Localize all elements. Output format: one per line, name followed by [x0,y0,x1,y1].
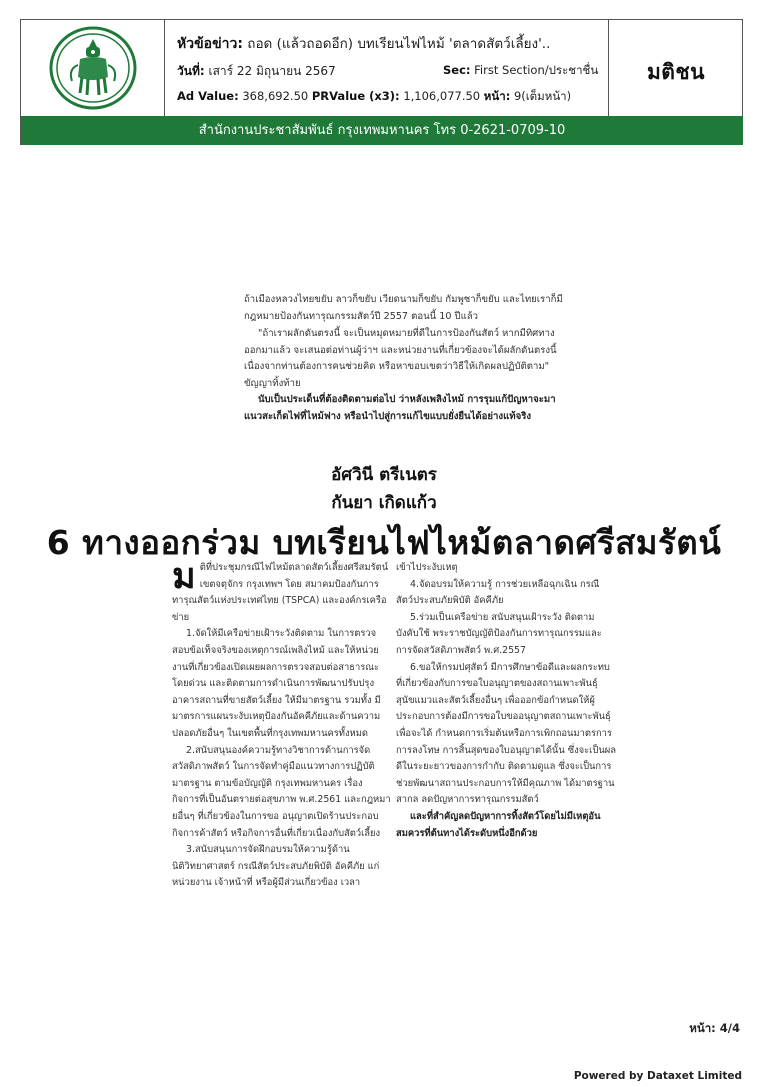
section-value: First Section/ประชาชื่น [474,63,599,77]
section-label: Sec: [443,63,471,77]
section-row [443,62,598,80]
page-label: หน้า: [483,89,511,103]
pr-value-label: PRValue (x3): [311,89,400,103]
article-title: 6 ทางออกร่วม บทเรียนไฟไหม้ตลาดศรีสมรัตน์ [46,523,722,562]
point-3: 3.สนับสนุนการจัดฝึกอบรมให้ความรู้ด้านนิติวิทยาศาสตร์ กรณีสัตว์ประสบภัยพิบัติ อัคคีภัย แก่หน่วยงาน เจ้าหน้าที่ หรือผู้มีส่วนเกี่ยวข้อง เวลา [172,844,380,889]
date-value: เสาร์ 22 มิถุนายน 2567 [208,64,336,78]
headline-row [177,32,550,55]
point-1: 1.จัดให้มีเครือข่ายเฝ้าระวังติดตาม ในการตรวจสอบข้อเท็จจริงของเหตุการณ์เพลิงไหม้ และให้หน่วยงานที่เกี่ยวข้องเปิดเผยผลการตรวจสอบต่อสาธารณะโดยด่วน และติดตามการดำเนินการพัฒนาปรับปรุงอาคารสถานที่ขายสัตว์เลี้ยง ให้มีมาตรฐาน รวมทั้ง มีมาตรการแผนระงับเหตุป้องกันอัคคีภัยและด้านความปลอดภัยอื่นๆ ในเขตพื้นที่กรุงเทพมหานครทั้งหมด [172,628,381,739]
ad-value-label: Ad Value: [177,89,239,103]
drop-cap: ม [172,556,196,597]
clipping-meta [165,20,609,116]
logo-box [21,20,165,116]
author-2: กันยา เกิดแก้ว [331,493,437,513]
point-5: 5.ร่วมเป็นเครือข่าย สนับสนุนเฝ้าระวัง ติดตามบังคับใช้ พระราชบัญญัติป้องกันการทารุณกรรมและการจัดสวัสดิภาพสัตว์ พ.ศ.2557 [396,611,602,656]
author-1: อัศวินี ตรีเนตร [331,465,437,485]
value-row [177,88,571,106]
point-2: 2.สนับสนุนองค์ความรู้ทางวิชาการด้านการจัดสวัสดิภาพสัตว์ ในการจัดทำคู่มือแนวทางการปฏิบัติมาตรฐาน ตามข้อบัญญัติ กรุงเทพมหานคร เรื่อง กิจการที่เป็นอันตรายต่อสุขภาพ พ.ศ.2561 และกฎหมายอื่นๆ ที่เกี่ยวข้องในการขอ อนุญาตเปิดร้านประกอบกิจการค้าสัตว์ หรือกิจการอื่นที่เกี่ยวเนื่องกับสัตว์เลี้ยง [172,744,391,839]
closing-paragraph: และที่สำคัญลดปัญหาการทิ้งสัตว์โดยไม่มีเหตุอันสมควรที่ต้นทางได้ระดับหนึ่งอีกด้วย [396,810,601,839]
office-contact-bar: สำนักงานประชาสัมพันธ์ กรุงเทพมหานคร โทร 0-2621-0709-10 [21,116,743,145]
date-row [177,62,336,81]
page-value: 9(เต็มหน้า) [513,89,572,103]
article-column-right [396,560,616,842]
date-label: วันที่: [177,64,205,78]
point-4: 4.จัดอบรมให้ความรู้ การช่วยเหลือฉุกเฉิน กรณีสัตว์ประสบภัยพิบัติ อัคคีภัย [396,578,600,607]
pr-value: 1,106,077.50 [403,89,481,103]
bangkok-seal-icon [48,25,138,111]
intro-paragraph-2: "ถ้าเราผลักดันตรงนี้ จะเป็นหมุดหมายที่ดีในการป้องกันสัตว์ หากมีทิศทางออกมาแล้ว จะเสนอต่อท่านผู้ว่าฯ และหน่วยงานที่เกี่ยวข้องจะได้ผลักดันตรงนี้ เนื่องจากท่านต้องการคนช่วยคิด หรือหาขอบเขตว่าวิธีให้เกิดผลปฏิบัติตาม" ขัญญาทิ้งท้าย [244,328,557,389]
point-6: 6.ขอให้กรมปศุสัตว์ มีการศึกษาข้อดีและผลกระทบที่เกี่ยวข้องกับการขอใบอนุญาตของสถานเพาะพันธุ์ สุนัขแมวและสัตว์เลี้ยงอื่นๆ เพื่อออกข้อกำหนดให้ผู้ประกอบการต้องมีการขอใบขออนุญาตสถานเพาะพันธุ์เพื่อจะได้ กำหนดการเริ่มต้นหรือการเพิกถอนมาตรการการลงโทษ การสิ้นสุดของใบอนุญาตได้นั้น ซึ่งจะเป็นผลดีในระยะยาวของการกำกับ ติดตามดูแล ซึ่งจะเป็นการช่วยพัฒนาสถานประกอบการให้มีคุณภาพ ได้มาตรฐานสากล ลดปัญหาการทารุณกรรมสัตว์ [396,661,616,806]
lead-paragraph [172,556,392,626]
publication-box [609,20,743,116]
article-column-left [172,556,392,892]
clipping-header [20,19,743,145]
lead-text: ติที่ประชุมกรณีไฟไหม้ตลาดสัตว์เลี้ยงศรีสมรัตน์ เขตจตุจักร กรุงเทพฯ โดย สมาคมป้องกันการทารุณสัตว์แห่งประเทศไทย (TSPCA) และองค์กรเครือข่าย [172,562,389,623]
headline-text: ถอด (แล้วถอดอีก) บทเรียนไฟไหม้ 'ตลาดสัตว์เลี้ยง'.. [247,36,551,52]
right-first-line: เข้าไประงับเหตุ [396,562,458,573]
headline-label: หัวข้อข่าว: [177,36,243,52]
page-indicator: หน้า: 4/4 [689,1021,740,1035]
intro-closing: นับเป็นประเด็นที่ต้องติดตามต่อไป ว่าหลังเพลิงไหม้ การรุมแก้ปัญหาจะมาแนวสะเก็ดไฟที่ไหม้ฟาง หรือนำไปสู่การแก้ไขแบบยั่งยืนได้อย่างแท้จริง [244,394,556,422]
powered-by: Powered by Dataxet Limited [573,1070,742,1082]
publication-name: มติชน [646,60,706,84]
intro-paragraph-1: ถ้าเมืองหลวงไทยขยับ ลาวก็ขยับ เวียดนามก็ขยับ กัมพูชาก็ขยับ และไทยเราก็มีกฎหมายป้องกันทารุณกรรมสัตว์ปี 2557 ตอนนี้ 10 ปีแล้ว [244,294,563,322]
ad-value: 368,692.50 [242,89,309,103]
